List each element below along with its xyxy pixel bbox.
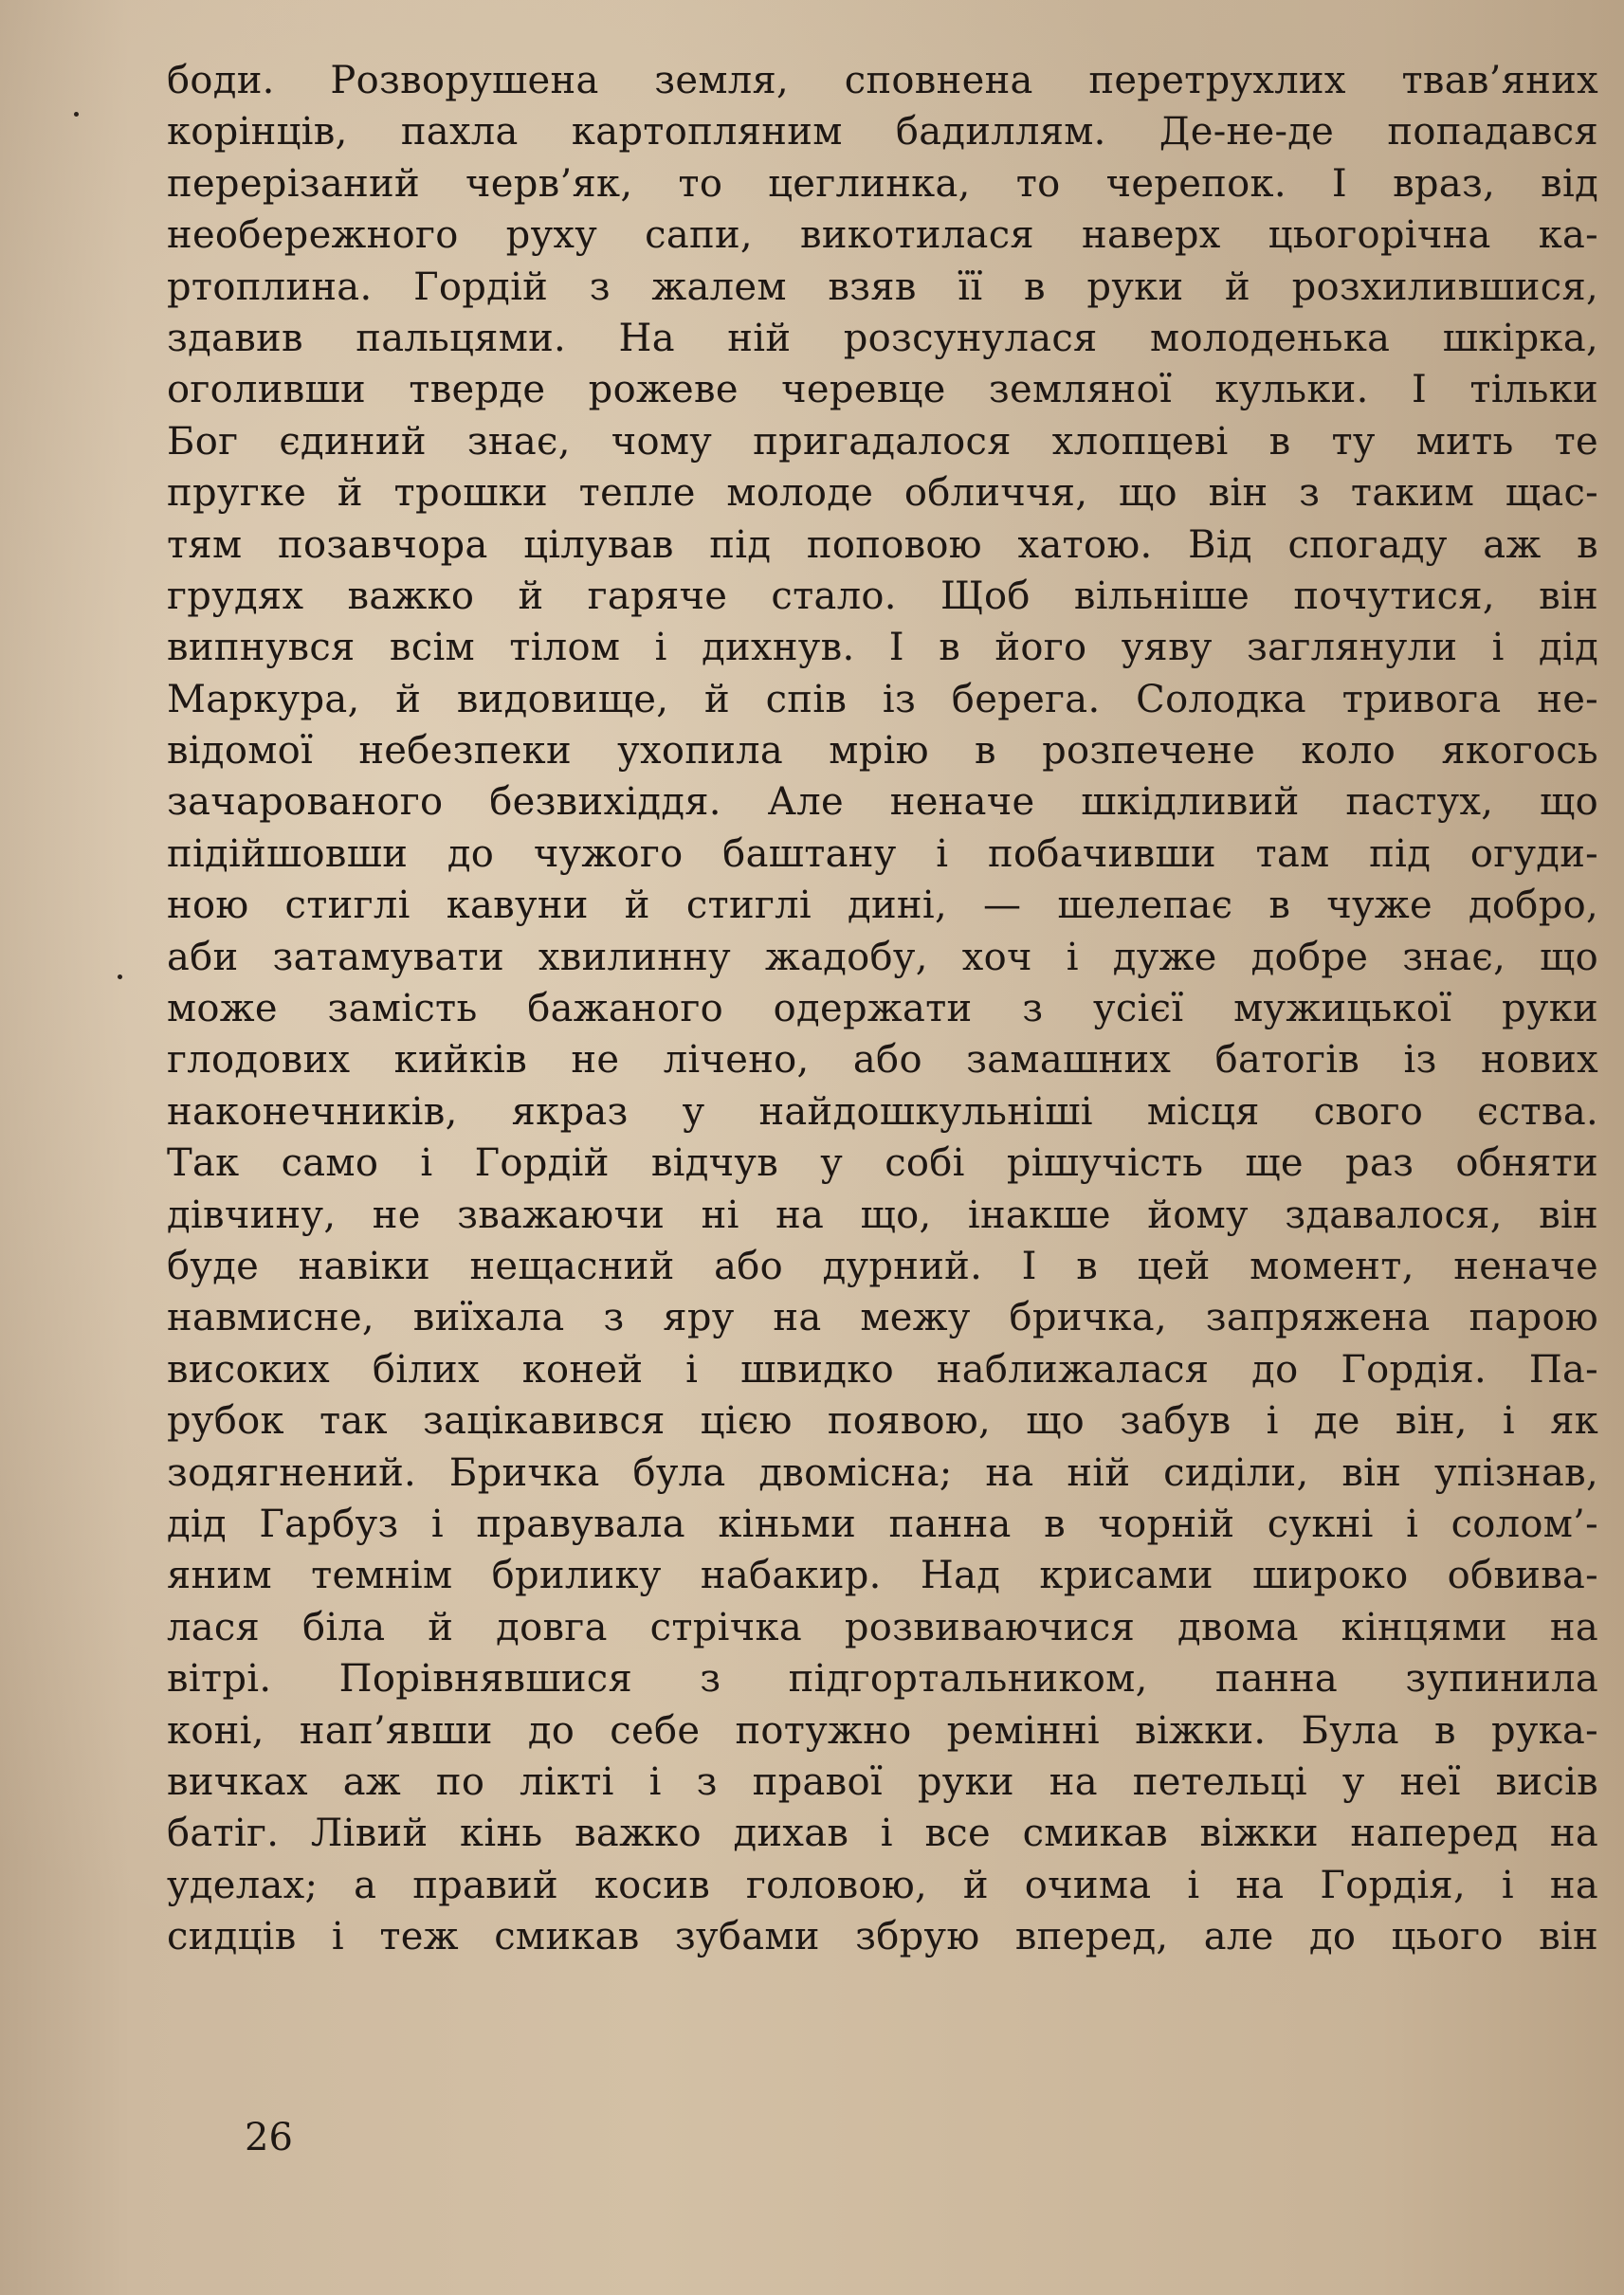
text-line: лася біла й довга стрічка розвиваючися двома кінцями на [167, 1605, 1598, 1649]
text-line: зодягнений. Бричка була двомісна; на ній сиділи, він упізнав, [167, 1450, 1598, 1495]
text-line: грудях важко й гаряче стало. Щоб вільніше почутися, він [167, 574, 1598, 618]
text-line: тям позавчора цілував під поповою хатою. Від спогаду аж в [167, 522, 1598, 567]
text-line: коні, нап’явши до себе потужно ремінні віжки. Була в рука- [167, 1708, 1598, 1753]
text-line: батіг. Лівий кінь важко дихав і все смикав віжки наперед на [167, 1812, 1598, 1856]
text-line: Бог єдиний знає, чому пригадалося хлопцеві в ту мить те [167, 419, 1598, 464]
text-line: глодових кийків не лічено, або замашних батогів із нових [167, 1038, 1598, 1083]
text-line: здавив пальцями. На ній розсунулася молоденька шкірка, [167, 316, 1598, 360]
text-line: пругке й трошки тепле молоде обличчя, що він з таким щас- [167, 471, 1598, 516]
text-line: вичках аж по лікті і з правої руки на петельці у неї висів [167, 1759, 1598, 1804]
text-line: наконечників, якраз у найдошкульніші місця свого єства. [167, 1089, 1598, 1134]
text-line: боди. Розворушена земля, сповнена перетрухлих твав’яних [167, 59, 1598, 102]
text-line: може замість бажаного одержати з усієї мужицької руки [167, 987, 1598, 1031]
text-line: Так само і Гордій відчув у собі рішучість ще раз обняти [167, 1141, 1598, 1186]
text-line: рубок так зацікавився цією появою, що забув і де він, і як [167, 1399, 1598, 1444]
text-line: буде навіки нещасний або дурний. І в цей момент, неначе [167, 1244, 1598, 1288]
text-line: Маркура, й видовище, й спів із берега. Солодка тривога не- [167, 677, 1598, 721]
text-line: аби затамувати хвилинну жадобу, хоч і дуже добре знає, що [167, 935, 1598, 979]
text-line: відомої небезпеки ухопила мрію в розпечене коло якогось [167, 729, 1598, 774]
text-line: вітрі. Порівнявшися з підгортальником, панна зупинила [167, 1657, 1598, 1702]
text-line: уделах; а правий косив головою, й очима і на Гордія, і на [167, 1863, 1598, 1907]
text-line: перерізаний черв’як, то цеглинка, то черепок. І враз, від [167, 161, 1598, 206]
text-line: корінців, пахла картопляним бадиллям. Де-не-де попадався [167, 110, 1598, 155]
body-text [167, 55, 1598, 1962]
text-line: необережного руху сапи, викотилася наверх цьогорічна ка- [167, 213, 1598, 258]
text-line: яним темнім брилику набакир. Над крисами широко обвива- [167, 1554, 1598, 1598]
page-number: 26 [245, 2116, 293, 2159]
ink-speck [74, 112, 79, 117]
text-line: сидців і теж смикав зубами збрую вперед, але до цього він [167, 1915, 1598, 1959]
text-line: навмисне, виїхала з яру на межу бричка, запряжена парою [167, 1296, 1598, 1340]
text-line: випнувся всім тілом і дихнув. І в його уяву заглянули і дід [167, 626, 1598, 670]
text-line: підійшовши до чужого баштану і побачивши там під огуди- [167, 831, 1598, 876]
text-line: дівчину, не зважаючи ні на що, інакше йому здавалося, він [167, 1193, 1598, 1237]
text-line: ртоплина. Гордій з жалем взяв її в руки й розхилившися, [167, 264, 1598, 309]
text-line: високих білих коней і швидко наближалася до Гордія. Па- [167, 1347, 1598, 1392]
text-line: ною стиглі кавуни й стиглі дині, — шелепає в чуже добро, [167, 883, 1598, 928]
text-line: дід Гарбуз і правувала кіньми панна в чорній сукні і солом’- [167, 1502, 1598, 1546]
ink-speck [118, 974, 122, 979]
text-line: оголивши тверде рожеве черевце земляної кульки. І тільки [167, 368, 1598, 412]
text-line: зачарованого безвихіддя. Але неначе шкідливий пастух, що [167, 780, 1598, 825]
